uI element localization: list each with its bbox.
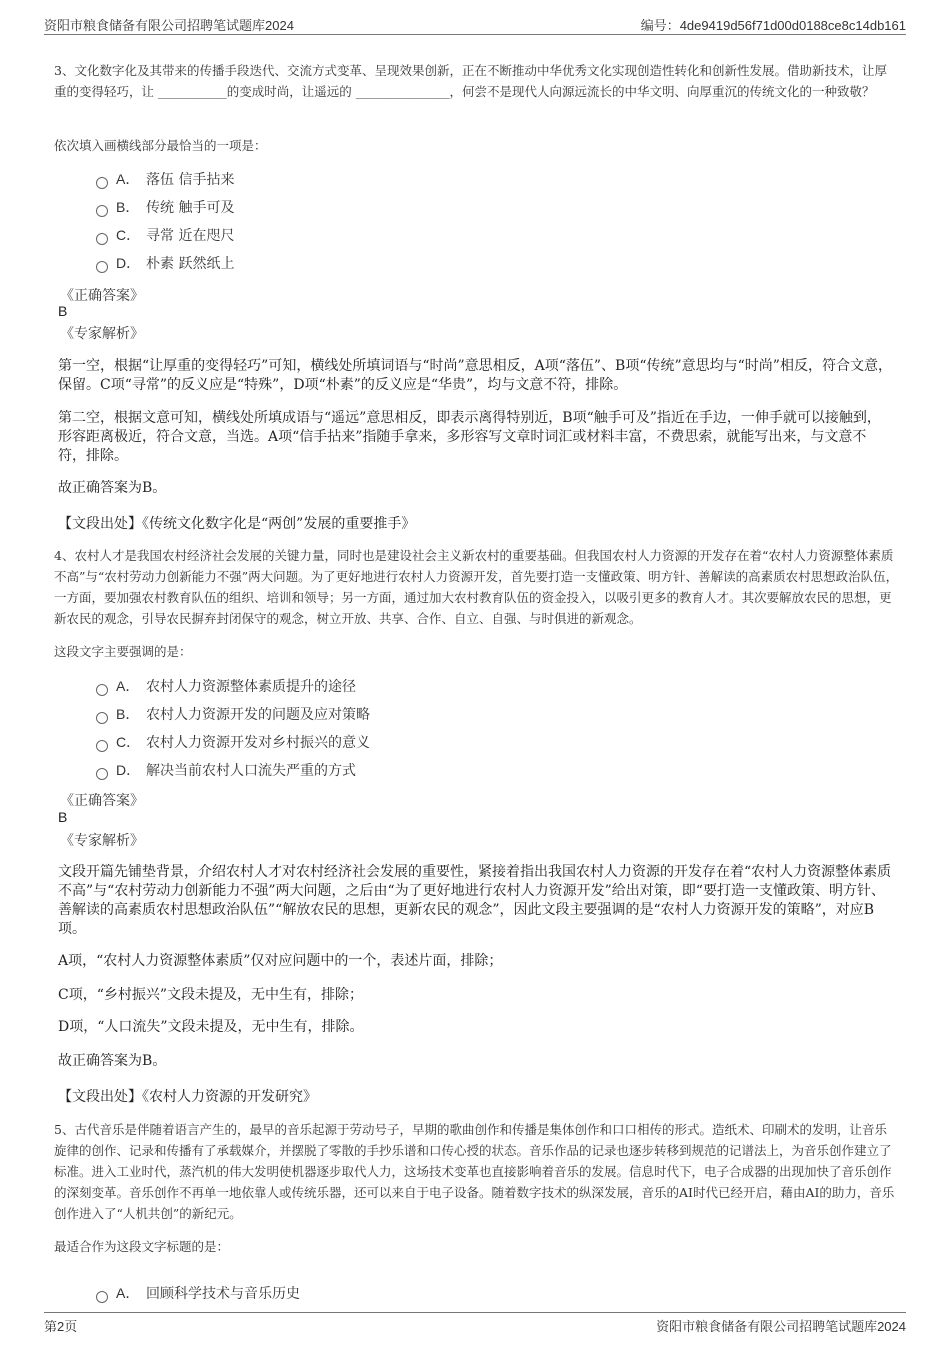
page-header: [44, 12, 906, 35]
analysis-paragraph: D项，“人口流失”文段未提及，无中生有，排除。: [58, 1019, 364, 1035]
radio-icon[interactable]: [96, 1291, 108, 1303]
option-text: 农村人力资源开发的问题及应对策略: [146, 707, 370, 723]
question-3-text: 3、文化数字化及其带来的传播手段迭代、交流方式变革、呈现效果创新，正在不断推动中华优秀文化实现创造性转化和创新性发展。借助新技术，让厚重的变得轻巧，让 ___________的变成时尚，让遥远的 _______________，何尝不是现代人向源远流长的中华文明、向厚重沉的传统文化的一种致敬？: [54, 63, 887, 99]
radio-icon[interactable]: [96, 768, 108, 780]
option-key: C．: [116, 734, 141, 750]
source-citation: 【文段出处】《农村人力资源的开发研究》: [58, 1089, 317, 1105]
analysis-conclusion: 故正确答案为B。: [58, 1053, 167, 1069]
option-key: B．: [116, 706, 140, 722]
option-text: 朴素 跃然纸上: [146, 256, 235, 272]
correct-answer-label: 《正确答案》: [60, 793, 144, 809]
question-5-option-a[interactable]: [96, 1282, 300, 1304]
option-text: 解决当前农村人口流失严重的方式: [146, 763, 356, 779]
radio-icon[interactable]: [96, 740, 108, 752]
expert-analysis-label: 《专家解析》: [60, 833, 144, 849]
option-text: 传统 触手可及: [146, 200, 235, 216]
question-4-option-b[interactable]: [96, 703, 370, 725]
header-serial: 编号：4de9419d56f71d00d0188ce8c14db161: [640, 18, 906, 33]
page-number: 第2页: [44, 1319, 78, 1334]
option-text: 落伍 信手拈来: [146, 172, 235, 188]
page-footer: [44, 1312, 906, 1333]
correct-answer-label: 《正确答案》: [60, 288, 144, 304]
question-3-prompt: 依次填入画横线部分最恰当的一项是：: [54, 138, 267, 153]
option-text: 农村人力资源开发对乡村振兴的意义: [146, 735, 370, 751]
analysis-paragraph: C项，“乡村振兴”文段未提及，无中生有，排除；: [58, 987, 364, 1003]
option-key: A．: [116, 678, 140, 694]
option-key: B．: [116, 199, 140, 215]
radio-icon[interactable]: [96, 712, 108, 724]
question-4-prompt: 这段文字主要强调的是：: [54, 644, 192, 659]
question-3-option-b[interactable]: [96, 196, 234, 218]
option-text: 农村人力资源整体素质提升的途径: [146, 679, 356, 695]
expert-analysis-label: 《专家解析》: [60, 326, 144, 342]
analysis-paragraph: 第二空，根据文意可知，横线处所填成语与“遥远”意思相反，即表示离得特别近，B项“触手可及”指近在手边，一伸手就可以接触到，形容距离极近，符合文意，当选。A项“信手拈来”指随手拿来，多形容写文章时词汇或材料丰富，不费思索，就能写出来，与文意不符，排除。: [58, 410, 881, 464]
analysis-paragraph: A项，“农村人力资源整体素质”仅对应问题中的一个，表述片面，排除；: [58, 953, 503, 969]
radio-icon[interactable]: [96, 205, 108, 217]
question-4-option-c[interactable]: [96, 731, 370, 753]
question-4-option-d[interactable]: [96, 759, 356, 781]
analysis-conclusion: 故正确答案为B。: [58, 480, 167, 496]
correct-answer: B: [58, 809, 68, 825]
header-title: 资阳市粮食储备有限公司招聘笔试题库2024: [44, 18, 294, 33]
question-3-option-a[interactable]: [96, 168, 234, 190]
radio-icon[interactable]: [96, 233, 108, 245]
question-3-option-d[interactable]: [96, 252, 234, 274]
option-key: A．: [116, 1285, 140, 1301]
question-5-prompt: 最适合作为这段文字标题的是：: [54, 1239, 230, 1254]
footer-title: 资阳市粮食储备有限公司招聘笔试题库2024: [656, 1319, 906, 1334]
option-text: 回顾科学技术与音乐历史: [146, 1286, 300, 1302]
radio-icon[interactable]: [96, 261, 108, 273]
radio-icon[interactable]: [96, 684, 108, 696]
option-key: D．: [116, 255, 141, 271]
analysis-paragraph: 第一空，根据“让厚重的变得轻巧”可知，横线处所填词语与“时尚”意思相反，A项“落伍”、B项“传统”意思均与“时尚”相反，符合文意，保留。C项“寻常”的反义应是“特殊”，D项“朴素”的反义应是“华贵”，均与文意不符，排除。: [58, 358, 892, 393]
question-5-text: 5、古代音乐是伴随着语言产生的，最早的音乐起源于劳动号子，早期的歌曲创作和传播是集体创作和口口相传的形式。造纸术、印刷术的发明，让音乐旋律的创作、记录和传播有了承载媒介，并摆脱了零散的手抄乐谱和口传心授的状态。音乐作品的记录也逐步转移到规范的记谱法上，为音乐创作建立了标准。进入工业时代，蒸汽机的伟大发明使机器逐步取代人力，这场技术变革也直接影响着音乐的发展。信息时代下，电子合成器的出现加快了音乐创作的深刻变革。音乐创作不再单一地依靠人或传统乐器，还可以来自于电子设备。随着数字技术的纵深发展，音乐的AI时代已经开启，藉由AI的助力，音乐创作进入了“人机共创”的新纪元。: [54, 1122, 895, 1221]
question-4-option-a[interactable]: [96, 675, 356, 697]
correct-answer: B: [58, 303, 68, 319]
question-4-text: 4、农村人才是我国农村经济社会发展的关键力量，同时也是建设社会主义新农村的重要基础。但我国农村人力资源的开发存在着“农村人力资源整体素质不高”与“农村劳动力创新能力不强”两大问题。为了更好地进行农村人力资源开发，首先要打造一支懂政策、明方针、善解读的高素质农村思想政治队伍，一方面，要加强农村教育队伍的组织、培训和领导；另一方面，通过加大农村教育队伍的资金投入，以吸引更多的教育人才。其次要解放农民的思想，更新农民的观念，引导农民摒弃封闭保守的观念，树立开放、共享、合作、自立、自强、与时俱进的新观念。: [54, 548, 899, 626]
source-citation: 【文段出处】《传统文化数字化是“两创”发展的重要推手》: [58, 516, 416, 532]
option-key: C．: [116, 227, 141, 243]
question-3-option-c[interactable]: [96, 224, 234, 246]
option-key: A．: [116, 171, 140, 187]
option-text: 寻常 近在咫尺: [146, 228, 235, 244]
option-key: D．: [116, 762, 141, 778]
radio-icon[interactable]: [96, 177, 108, 189]
analysis-paragraph: 文段开篇先铺垫背景，介绍农村人才对农村经济社会发展的重要性，紧接着指出我国农村人力资源的开发存在着“农村人力资源整体素质不高”与“农村劳动力创新能力不强”两大问题，之后由“为了更好地进行农村人力资源开发”给出对策，即“要打造一支懂政策、明方针、善解读的高素质农村思想政治队伍”“解放农民的思想，更新农民的观念”，因此文段主要强调的是“农村人力资源开发的策略”，对应B项。: [58, 864, 892, 937]
